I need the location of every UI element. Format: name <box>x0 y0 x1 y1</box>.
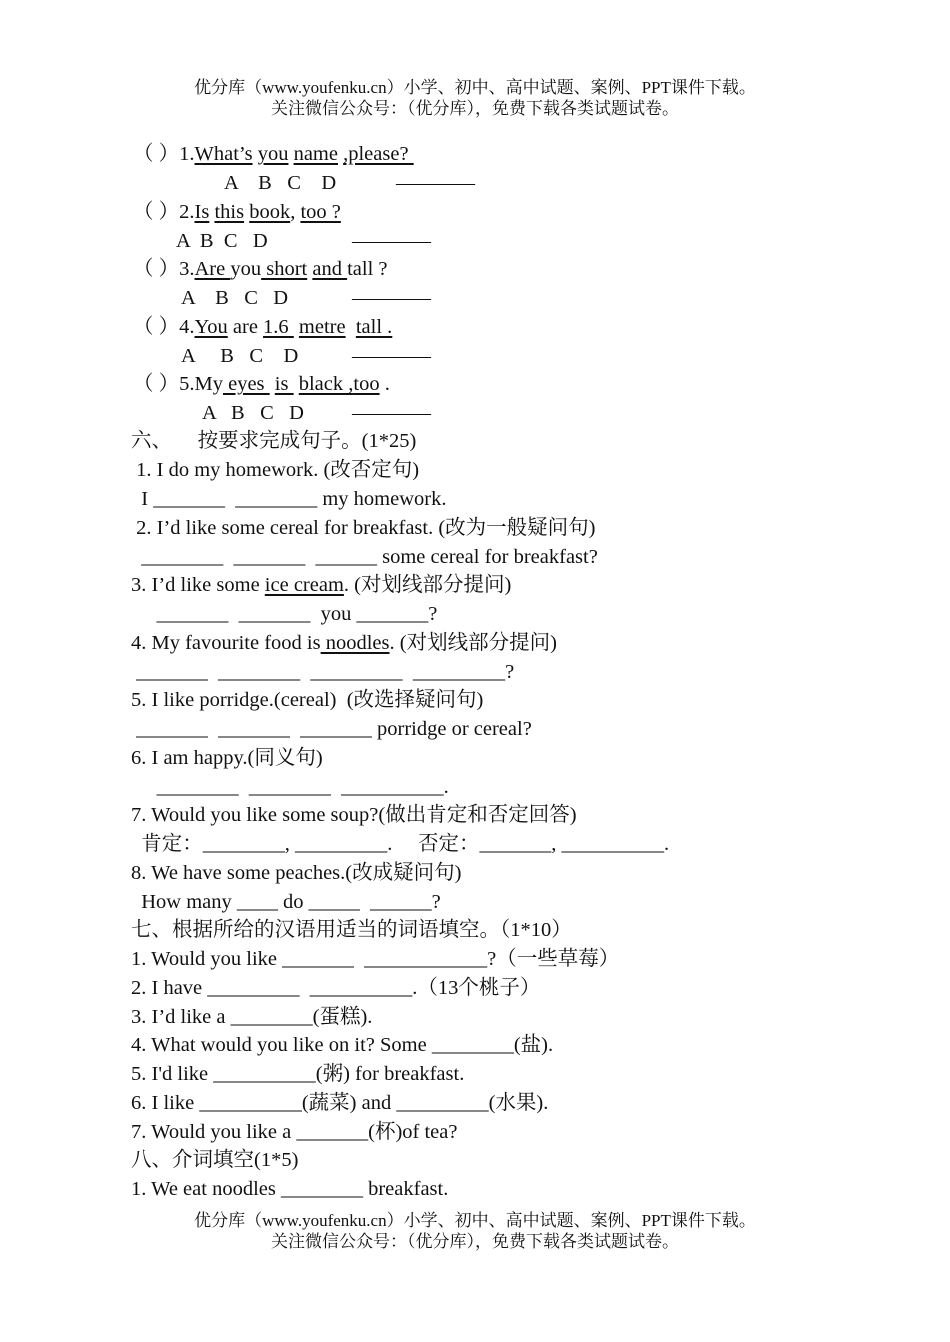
s6-answer-8: How many ____ do _____ ______? <box>131 891 441 913</box>
s6-answer-3: _______ _______ you _______? <box>131 603 438 625</box>
s6-answer-7: 肯定：________, _________. 否定：_______, __________. <box>131 833 670 855</box>
question-number: 4. <box>179 316 195 338</box>
s7-item-5: 5. I'd like __________(粥) for breakfast. <box>131 1063 465 1085</box>
s7-item-3: 3. I’d like a ________(蛋糕). <box>131 1006 373 1028</box>
answer-blank-4: ———— <box>352 345 430 367</box>
s7-item-4: 4. What would you like on it? Some ________(盐). <box>131 1034 554 1056</box>
option-b: 1.6 <box>263 316 294 338</box>
option-c: book <box>249 201 291 223</box>
option-d: too <box>353 373 380 395</box>
option-c: and <box>312 258 348 280</box>
question-number: 5. <box>179 373 195 395</box>
s7-item-2: 2. I have _________ __________.（13个桃子） <box>131 977 541 999</box>
answer-blank-3: ———— <box>352 287 430 309</box>
option-a: Is <box>194 201 210 223</box>
s7-item-1: 1. Would you like _______ ____________?（一些草莓） <box>131 948 620 970</box>
footer-line-1: 优分库（www.youfenku.cn）小学、初中、高中试题、案例、PPT课件下载。 <box>194 1211 756 1230</box>
s6-question-8: 8. We have some peaches.(改成疑问句) <box>131 862 462 884</box>
s6-question-2: 2. I’d like some cereal for breakfast. (改为一般疑问句) <box>131 517 596 539</box>
option-b: you <box>257 143 289 165</box>
s6-answer-4: _______ ________ _________ _________? <box>131 661 515 683</box>
choice-letters-3: A B C D <box>181 287 289 309</box>
answer-blank-5: ———— <box>352 402 430 424</box>
answer-blank-1: ———— <box>396 172 474 194</box>
s6-question-1: 1. I do my homework. (改否定句) <box>131 459 420 481</box>
option-d-text: tall ? <box>347 258 388 280</box>
option-b: short <box>261 258 308 280</box>
error-question-1 <box>133 142 414 166</box>
option-d: ,please? <box>343 143 414 165</box>
question-number: 3. <box>179 258 195 280</box>
error-question-2: （ ）2.Is this book, too ? <box>133 201 341 223</box>
option-a: eyes <box>222 373 270 395</box>
choice-letters-1: A B C D <box>224 172 337 194</box>
question-number: 1. <box>179 143 195 165</box>
s7-item-7: 7. Would you like a _______(杯)of tea? <box>131 1121 458 1143</box>
s8-item-1: 1. We eat noodles ________ breakfast. <box>131 1178 449 1200</box>
s6-question-7: 7. Would you like some soup?(做出肯定和否定回答) <box>131 804 577 826</box>
choice-letters-5: A B C D <box>202 402 304 424</box>
answer-paren: （ ） <box>133 201 180 223</box>
header-line-2: 关注微信公众号：（优分库），免费下载各类试题试卷。 <box>271 99 679 118</box>
option-b: is <box>274 373 294 395</box>
s6-answer-1: I _______ ________ my homework. <box>131 488 447 510</box>
s6-question-4: 4. My favourite food is noodles. (对划线部分提问) <box>131 632 557 654</box>
section-8-title: 八、介词填空(1*5) <box>131 1149 299 1171</box>
section-7-title: 七、根据所给的汉语用适当的词语填空。（1*10） <box>131 919 572 941</box>
answer-paren: （ ） <box>133 143 180 165</box>
choice-letters-4: A B C D <box>181 345 299 367</box>
option-a: What’s <box>194 143 253 165</box>
footer-line-2: 关注微信公众号：（优分库），免费下载各类试题试卷。 <box>271 1232 679 1251</box>
answer-paren: （ ） <box>133 258 180 280</box>
s6-answer-6: ________ ________ __________. <box>131 776 449 798</box>
s7-item-6: 6. I like __________(蔬菜) and _________(水果). <box>131 1092 549 1114</box>
header-line-1: 优分库（www.youfenku.cn）小学、初中、高中试题、案例、PPT课件下载。 <box>194 78 756 97</box>
option-c: black , <box>298 373 354 395</box>
option-d: tall . <box>355 316 393 338</box>
underlined-phrase: ice cream <box>264 574 344 596</box>
option-a: You <box>194 316 228 338</box>
error-question-4: （ ）4.You are 1.6 metre tall . <box>133 316 393 338</box>
option-d: too ? <box>300 201 341 223</box>
error-question-5: （ ）5.My eyes is black ,too . <box>133 373 390 395</box>
section-6-title: 六、 按要求完成句子。(1*25) <box>131 430 417 452</box>
s6-answer-2: ________ _______ ______ some cereal for breakfast? <box>131 546 598 568</box>
answer-paren: （ ） <box>133 316 180 338</box>
question-number: 2. <box>179 201 195 223</box>
answer-paren: （ ） <box>133 373 180 395</box>
s6-question-6: 6. I am happy.(同义句) <box>131 747 323 769</box>
s6-question-3: 3. I’d like some ice cream. (对划线部分提问) <box>131 574 512 596</box>
option-a: Are <box>194 258 231 280</box>
s6-question-5: 5. I like porridge.(cereal) (改选择疑问句) <box>131 689 484 711</box>
answer-blank-2: ———— <box>352 230 430 252</box>
underlined-phrase: noodles <box>320 632 390 654</box>
option-c: metre <box>298 316 346 338</box>
option-c: name <box>293 143 338 165</box>
option-b: this <box>214 201 245 223</box>
choice-letters-2: A B C D <box>176 230 268 252</box>
error-question-3: （ ）3.Are you short and tall ? <box>133 258 388 280</box>
s6-answer-5: _______ _______ _______ porridge or cereal? <box>131 718 532 740</box>
